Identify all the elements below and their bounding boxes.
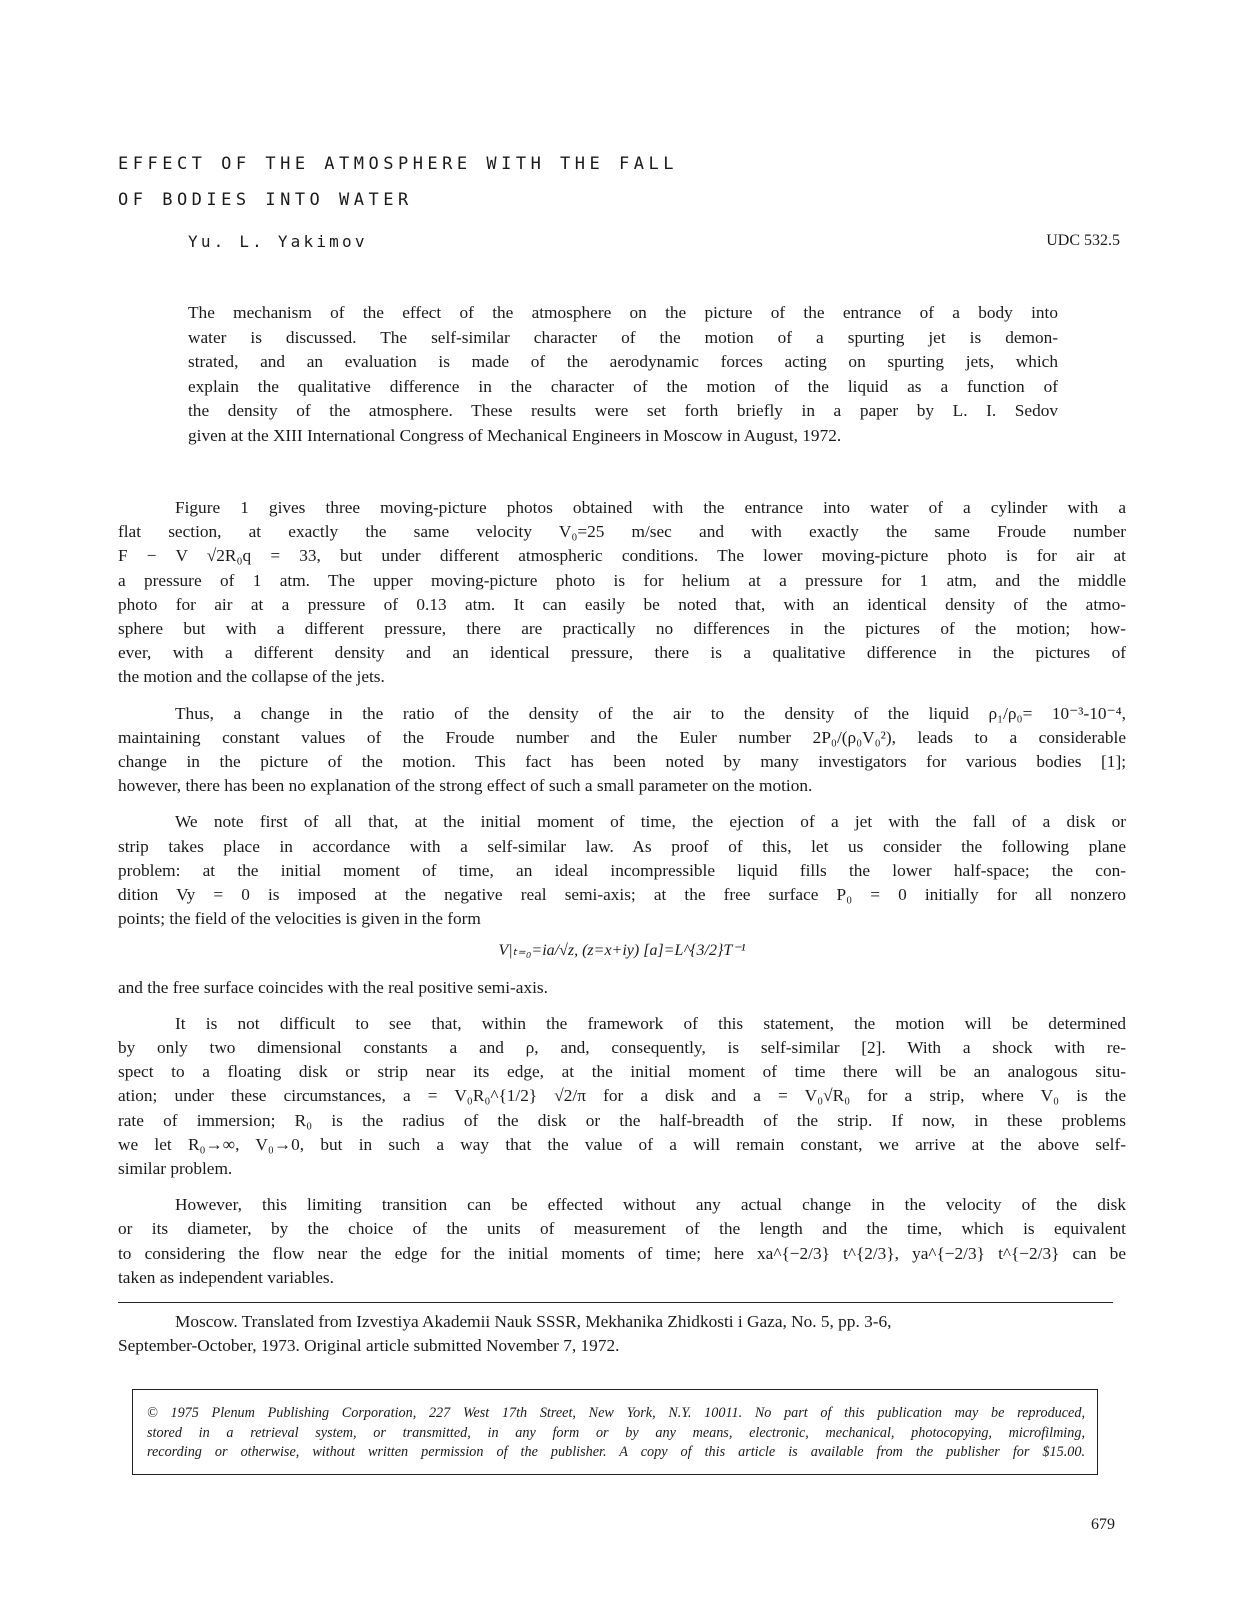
text-line: photo for air at a pressure of 0.13 atm. It can easily be noted that, with an identical density of the atmo-: [118, 594, 1126, 614]
abstract-line: strated, and an evaluation is made of the aerodynamic forces acting on spurting jets, which: [188, 352, 1058, 372]
copyright-line: recording or otherwise, without written permission of the publisher. A copy of this article is available from the publisher for $15.00.: [147, 1444, 1085, 1460]
text-line: Thus, a change in the ratio of the density of the air to the density of the liquid ρ₁/ρ₀= 10⁻³-10⁻⁴,: [175, 703, 1126, 723]
text-line: spect to a floating disk or strip near its edge, at the initial moment of time there will be an analogous situ-: [118, 1062, 1126, 1082]
translation-footnote: [118, 1310, 1126, 1358]
abstract-line: explain the qualitative difference in the character of the motion of the liquid as a function of: [188, 376, 1058, 396]
paragraph-5: [118, 1193, 1126, 1290]
text-line: strip takes place in accordance with a self-similar law. As proof of this, let us consider the following plane: [118, 836, 1126, 856]
text-line: by only two dimensional constants a and ρ, and, consequently, is self-similar [2]. With a shock with re-: [118, 1038, 1126, 1058]
text-line: and the free surface coincides with the real positive semi-axis.: [118, 977, 548, 997]
body-text: [118, 496, 1126, 1290]
text-line: we let R₀→∞, V₀→0, but in such a way that the value of a will remain constant, we arrive at the above self-: [118, 1134, 1126, 1154]
udc-code: UDC 532.5: [1046, 232, 1120, 249]
article-title: [118, 146, 1018, 218]
footnote-line: September-October, 1973. Original article submitted November 7, 1972.: [118, 1336, 620, 1355]
copyright-line: stored in a retrieval system, or transmitted, in any form or by any means, electronic, mechanical, photocopying, microfilming,: [147, 1424, 1085, 1441]
abstract-line: The mechanism of the effect of the atmosphere on the picture of the entrance of a body into: [188, 303, 1058, 322]
text-line: rate of immersion; R₀ is the radius of the disk or the half-breadth of the strip. If now, in these problems: [118, 1110, 1126, 1130]
text-line: It is not difficult to see that, within the framework of this statement, the motion will be determined: [175, 1013, 1126, 1033]
text-line: change in the picture of the motion. This fact has been noted by many investigators for various bodies [1];: [118, 752, 1126, 772]
text-line: similar problem.: [118, 1159, 233, 1179]
page-number: 679: [1091, 1516, 1115, 1533]
text-line: sphere but with a different pressure, there are practically no differences in the pictures of the motion; how-: [118, 619, 1126, 639]
copyright-box: [132, 1389, 1098, 1475]
text-line: points; the field of the velocities is given in the form: [118, 909, 481, 929]
text-line: flat section, at exactly the same velocity V₀=25 m/sec and with exactly the same Froude number: [118, 522, 1126, 542]
text-line: however, there has been no explanation of the strong effect of such a small parameter on the motion.: [118, 776, 813, 796]
text-line: ation; under these circumstances, a = V₀R₀^{1/2} √2/π for a disk and a = V₀√R₀ for a strip, where V₀ is the: [118, 1086, 1126, 1106]
text-line: or its diameter, by the choice of the units of measurement of the length and the time, which is equivalent: [118, 1219, 1126, 1239]
paragraph-4: [118, 1012, 1126, 1181]
abstract: [188, 301, 1058, 449]
copyright-line: © 1975 Plenum Publishing Corporation, 227 West 17th Street, New York, N.Y. 10011. No part of this publication may be reproduced,: [147, 1405, 1085, 1421]
text-line: However, this limiting transition can be effected without any actual change in the velocity of the disk: [175, 1195, 1126, 1215]
title-line-1: EFFECT OF THE ATMOSPHERE WITH THE FALL: [118, 154, 678, 174]
paragraph-3: [118, 810, 1126, 999]
text-line: dition Vy = 0 is imposed at the negative real semi-axis; at the free surface P₀ = 0 initially for all nonzero: [118, 885, 1126, 905]
abstract-line: water is discussed. The self-similar character of the motion of a spurting jet is demon-: [188, 327, 1058, 347]
text-line: ever, with a different density and an identical pressure, there is a qualitative difference in the pictures of: [118, 643, 1126, 663]
paragraph-2: [118, 702, 1126, 799]
text-line: problem: at the initial moment of time, an ideal incompressible liquid fills the lower half-space; the con-: [118, 860, 1126, 880]
text-line: F − V √2R₀q = 33, but under different atmospheric conditions. The lower moving-picture photo is for air at: [118, 546, 1126, 566]
title-line-2: OF BODIES INTO WATER: [118, 190, 413, 210]
paragraph-1: [118, 496, 1126, 690]
text-line: the motion and the collapse of the jets.: [118, 667, 385, 687]
footnote-divider: [118, 1302, 1113, 1303]
abstract-line: given at the XIII International Congress of Mechanical Engineers in Moscow in August, 1972.: [188, 425, 842, 445]
text-line: a pressure of 1 atm. The upper moving-picture photo is for helium at a pressure for 1 atm, and the middle: [118, 570, 1126, 590]
text-line: Figure 1 gives three moving-picture photos obtained with the entrance into water of a cylinder with a: [175, 498, 1126, 517]
velocity-formula: V|ₜ₌₀=ia/√z, (z=x+iy) [a]=L^{3/2}T⁻¹: [498, 942, 746, 960]
text-line: We note first of all that, at the initial moment of time, the ejection of a jet with the fall of a disk or: [175, 812, 1126, 832]
text-line: taken as independent variables.: [118, 1267, 334, 1287]
abstract-line: the density of the atmosphere. These results were set forth briefly in a paper by L. I. Sedov: [188, 401, 1058, 421]
text-line: to considering the flow near the edge for the initial moments of time; here xa^{−2/3} t^{2/3}, ya^{−2/3} t^{−2/3} can be: [118, 1243, 1126, 1263]
text-line: maintaining constant values of the Froude number and the Euler number 2P₀/(ρ₀V₀²), leads to a considerable: [118, 727, 1126, 747]
author-name: Yu. L. Yakimov: [188, 232, 368, 251]
footnote-line: Moscow. Translated from Izvestiya Akademii Nauk SSSR, Mekhanika Zhidkosti i Gaza, No. 5, pp. 3-6,: [175, 1312, 892, 1331]
